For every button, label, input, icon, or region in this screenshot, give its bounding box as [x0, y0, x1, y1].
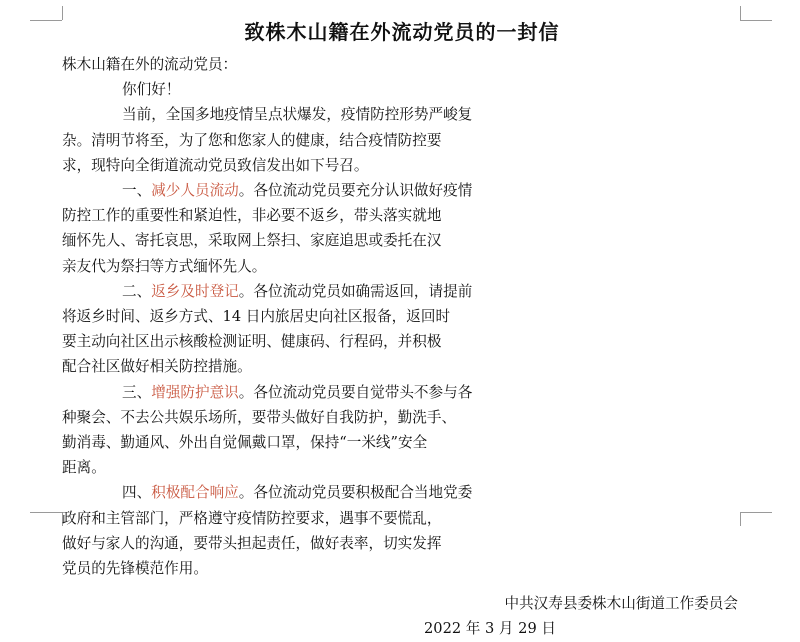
item-first-line — [62, 480, 742, 505]
intro-line: 杂。清明节将至，为了您和您家人的健康，结合疫情防控要 — [62, 131, 442, 149]
item-heading: 返乡及时登记 — [151, 282, 239, 300]
item-line: 党员的先锋模范作用。 — [62, 560, 208, 578]
item-number: 二、 — [122, 282, 152, 300]
greeting: 你们好！ — [122, 81, 181, 99]
call-item-3 — [62, 380, 742, 481]
item-text: 。各位流动党员如确需返回，请提前 — [238, 282, 473, 300]
letter-title: 致株木山籍在外流动党员的一封信 — [244, 20, 560, 44]
call-item-2 — [62, 279, 742, 380]
intro-paragraph — [62, 102, 742, 178]
item-line: 配合社区做好相关防控措施。 — [62, 358, 252, 376]
item-text: 。各位流动党员要充分认识做好疫情 — [238, 182, 473, 200]
intro-line: 求，现特向全街道流动党员致信发出如下号召。 — [62, 156, 369, 174]
item-line: 缅怀先人、寄托哀思，采取网上祭扫、家庭追思或委托在汉 — [62, 232, 442, 250]
item-first-line — [62, 380, 742, 405]
item-heading: 减少人员流动 — [151, 182, 239, 200]
item-number: 一、 — [122, 182, 152, 200]
signature: 中共汉寿县委株木山街道工作委员会 — [504, 595, 738, 613]
salutation: 株木山籍在外的流动党员： — [62, 56, 238, 73]
item-line: 政府和主管部门，严格遵守疫情防控要求，遇事不要慌乱， — [62, 509, 442, 527]
item-text: 。各位流动党员要积极配合当地党委 — [238, 484, 473, 502]
letter-document — [62, 18, 742, 642]
intro-line: 当前，全国多地疫情呈点状爆发，疫情防控形势严峻复 — [122, 106, 473, 124]
item-number: 四、 — [122, 484, 152, 502]
item-line: 勤消毒、勤通风、外出自觉佩戴口罩，保持“一米线”安全 — [62, 434, 428, 452]
item-first-line — [62, 178, 742, 203]
letter-date: 2022 年 3 月 29 日 — [424, 620, 556, 638]
item-number: 三、 — [122, 383, 152, 401]
call-item-1 — [62, 178, 742, 279]
item-line: 距离。 — [62, 459, 106, 477]
call-item-4 — [62, 480, 742, 581]
item-line: 种聚会、不去公共娱乐场所，要带头做好自我防护，勤洗手、 — [62, 408, 457, 426]
item-line: 要主动向社区出示核酸检测证明、健康码、行程码，并积极 — [62, 333, 442, 351]
item-text: 。各位流动党员要自觉带头不参与各 — [238, 383, 473, 401]
item-line: 亲友代为祭扫等方式缅怀先人。 — [62, 257, 267, 275]
item-heading: 增强防护意识 — [151, 383, 239, 401]
item-line: 将返乡时间、返乡方式、14 日内旅居史向社区报备，返回时 — [62, 308, 451, 326]
item-heading: 积极配合响应 — [151, 484, 239, 502]
item-line: 做好与家人的沟通，要带头担起责任，做好表率，切实发挥 — [62, 534, 442, 552]
item-line: 防控工作的重要性和紧迫性，非必要不返乡，带头落实就地 — [62, 207, 442, 225]
item-first-line — [62, 279, 742, 304]
